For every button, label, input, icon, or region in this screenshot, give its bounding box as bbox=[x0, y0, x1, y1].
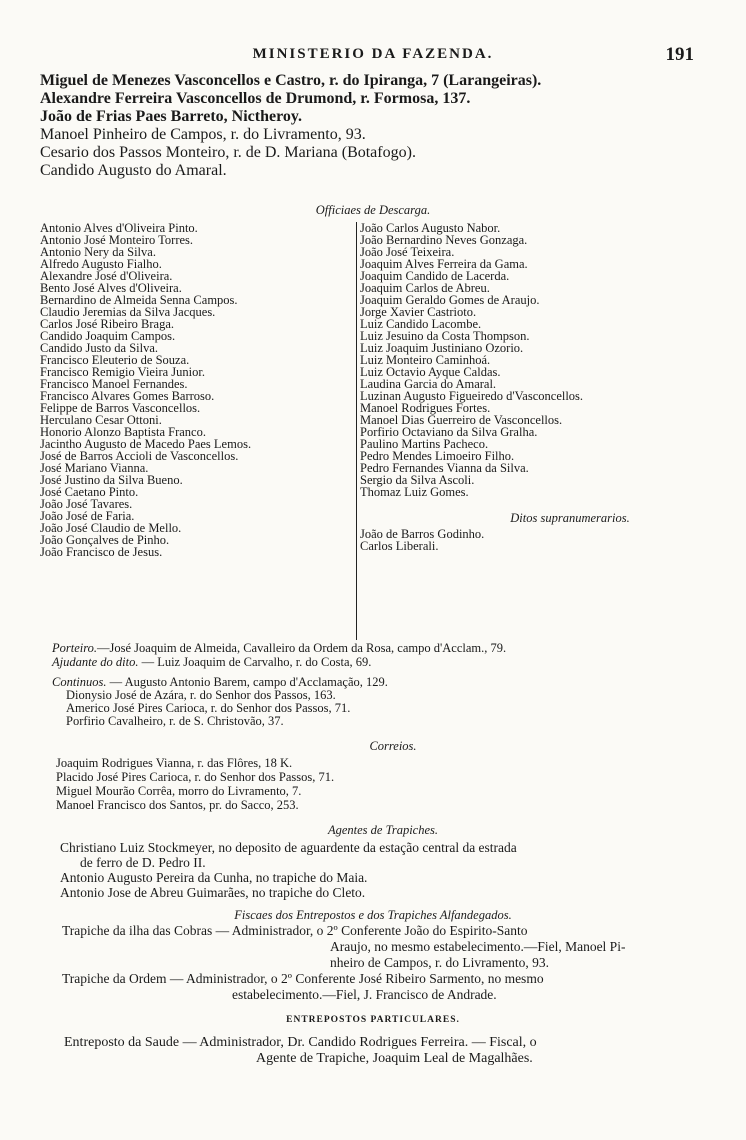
list-item: estabelecimento.—Fiel, J. Francisco de Andrade. bbox=[232, 987, 497, 1002]
list-item: José Caetano Pinto. bbox=[40, 485, 139, 499]
list-item: Entreposto da Saude — Administrador, Dr. Candido Rodrigues Ferreira. — Fiscal, o bbox=[64, 1035, 537, 1050]
page-title: MINISTERIO DA FAZENDA. bbox=[252, 46, 494, 62]
list-item: João de Frias Paes Barreto, Nictheroy. bbox=[40, 108, 303, 125]
list-item: João José de Faria. bbox=[40, 509, 135, 523]
section-heading-correios: Correios. bbox=[369, 739, 417, 753]
list-item: Joaquim Rodrigues Vianna, r. das Flôres, 18 K. bbox=[56, 756, 293, 770]
list-item: Miguel de Menezes Vasconcellos e Castro, r. do Ipiranga, 7 (Larangeiras). bbox=[40, 72, 542, 89]
list-item: Americo José Pires Carioca, r. do Senhor dos Passos, 71. bbox=[66, 701, 351, 715]
list-item: Candido Augusto do Amaral. bbox=[40, 162, 227, 179]
list-item: Felippe de Barros Vasconcellos. bbox=[40, 401, 201, 415]
top-name-list bbox=[40, 72, 720, 180]
descarga-left-column bbox=[40, 222, 352, 558]
list-item: Honorio Alonzo Baptista Franco. bbox=[40, 425, 206, 439]
list-item: Trapiche da ilha das Cobras — Administrador, o 2º Conferente João do Espirito-Santo bbox=[62, 923, 528, 938]
page-number: 191 bbox=[665, 44, 694, 65]
list-item: Sergio da Silva Ascoli. bbox=[360, 473, 475, 487]
list-item: Agente de Trapiche, Joaquim Leal de Magalhães. bbox=[256, 1051, 533, 1066]
list-item: Bento José Alves d'Oliveira. bbox=[40, 281, 182, 295]
list-item: Antonio Jose de Abreu Guimarães, no trapiche do Cleto. bbox=[60, 885, 366, 900]
list-item: Francisco Alvares Gomes Barroso. bbox=[40, 389, 215, 403]
list-item: João José Teixeira. bbox=[360, 245, 455, 259]
list-item: Alfredo Augusto Fialho. bbox=[40, 257, 162, 271]
list-item: Candido Justo da Silva. bbox=[40, 341, 159, 355]
list-item: Joaquim Geraldo Gomes de Araujo. bbox=[360, 293, 540, 307]
list-item: Joaquim Carlos de Abreu. bbox=[360, 281, 490, 295]
list-item: Herculano Cesar Ottoni. bbox=[40, 413, 162, 427]
list-item: Manoel Pinheiro de Campos, r. do Livramento, 93. bbox=[40, 126, 366, 143]
list-item: José Mariano Vianna. bbox=[40, 461, 149, 475]
continuos-first: — Augusto Antonio Barem, campo d'Acclamação, 129. bbox=[106, 675, 388, 689]
list-item: Joaquim Alves Ferreira da Gama. bbox=[360, 257, 528, 271]
list-item: Araujo, no mesmo estabelecimento.—Fiel, Manoel Pi- bbox=[330, 939, 626, 954]
porteiro-label: Porteiro. bbox=[52, 641, 98, 655]
list-item: Jorge Xavier Castrioto. bbox=[360, 305, 477, 319]
list-item: Luiz Jesuino da Costa Thompson. bbox=[360, 329, 530, 343]
list-item: Antonio Nery da Silva. bbox=[40, 245, 156, 259]
list-item: Christiano Luiz Stockmeyer, no deposito de aguardente da estação central da estrada bbox=[60, 840, 517, 855]
list-item: Francisco Manoel Fernandes. bbox=[40, 377, 188, 391]
supranumerarios-heading: Ditos supranumerarios. bbox=[510, 511, 630, 525]
section-heading-fiscaes: Fiscaes dos Entrepostos e dos Trapiches Alfandegados. bbox=[234, 908, 512, 922]
list-item: Bernardino de Almeida Senna Campos. bbox=[40, 293, 238, 307]
section-heading-trapiches: Agentes de Trapiches. bbox=[327, 823, 439, 837]
list-item: Dionysio José de Azára, r. do Senhor dos Passos, 163. bbox=[66, 688, 336, 702]
ajudante-line bbox=[52, 656, 371, 668]
list-item: Antonio José Monteiro Torres. bbox=[40, 233, 194, 247]
list-item: Pedro Mendes Limoeiro Filho. bbox=[360, 449, 515, 463]
list-item: Antonio Augusto Pereira da Cunha, no trapiche do Maia. bbox=[60, 870, 368, 885]
list-item: Jacintho Augusto de Macedo Paes Lemos. bbox=[40, 437, 252, 451]
list-item: João Bernardino Neves Gonzaga. bbox=[360, 233, 528, 247]
continuos-line bbox=[52, 676, 388, 688]
continuos-label: Continuos. bbox=[52, 675, 107, 689]
list-item: nheiro de Campos, r. do Livramento, 93. bbox=[330, 955, 549, 970]
list-item: José Justino da Silva Bueno. bbox=[40, 473, 183, 487]
list-item: Carlos José Ribeiro Braga. bbox=[40, 317, 175, 331]
list-item: Trapiche da Ordem — Administrador, o 2º Conferente José Ribeiro Sarmento, no mesmo bbox=[62, 971, 544, 986]
list-item: José de Barros Accioli de Vasconcellos. bbox=[40, 449, 239, 463]
list-item: Placido José Pires Carioca, r. do Senhor dos Passos, 71. bbox=[56, 770, 335, 784]
list-item: Paulino Martins Pacheco. bbox=[360, 437, 489, 451]
list-item: Candido Joaquim Campos. bbox=[40, 329, 176, 343]
ajudante-label: Ajudante do dito. bbox=[52, 655, 139, 669]
list-item: Miguel Mourão Corrêa, morro do Livramento, 7. bbox=[56, 784, 302, 798]
list-item: Francisco Remigio Vieira Junior. bbox=[40, 365, 205, 379]
list-item: João de Barros Godinho. bbox=[360, 527, 485, 541]
list-item: Thomaz Luiz Gomes. bbox=[360, 485, 469, 499]
list-item: Manoel Rodrigues Fortes. bbox=[360, 401, 491, 415]
ajudante-text: — Luiz Joaquim de Carvalho, r. do Costa, 69. bbox=[138, 655, 372, 669]
list-item: Manoel Francisco dos Santos, pr. do Sacco, 253. bbox=[56, 798, 299, 812]
list-item: Alexandre Ferreira Vasconcellos de Drumond, r. Formosa, 137. bbox=[40, 90, 471, 107]
list-item: Alexandre José d'Oliveira. bbox=[40, 269, 173, 283]
list-item: João Francisco de Jesus. bbox=[40, 545, 163, 559]
list-item: Laudina Garcia do Amaral. bbox=[360, 377, 497, 391]
list-item: Manoel Dias Guerreiro de Vasconcellos. bbox=[360, 413, 563, 427]
list-item: de ferro de D. Pedro II. bbox=[80, 855, 206, 870]
section-heading-particulares: ENTREPOSTOS PARTICULARES. bbox=[286, 1015, 460, 1025]
list-item: Antonio Alves d'Oliveira Pinto. bbox=[40, 221, 198, 235]
list-item: Luzinan Augusto Figueiredo d'Vasconcellos. bbox=[360, 389, 584, 403]
porteiro-line bbox=[52, 642, 506, 654]
list-item: João Gonçalves de Pinho. bbox=[40, 533, 170, 547]
list-item: Carlos Liberali. bbox=[360, 539, 439, 553]
list-item: Luiz Joaquim Justiniano Ozorio. bbox=[360, 341, 524, 355]
list-item: Joaquim Candido de Lacerda. bbox=[360, 269, 510, 283]
list-item: Claudio Jeremias da Silva Jacques. bbox=[40, 305, 216, 319]
list-item: Luiz Candido Lacombe. bbox=[360, 317, 482, 331]
list-item: Cesario dos Passos Monteiro, r. de D. Mariana (Botafogo). bbox=[40, 144, 416, 161]
list-item: João José Claudio de Mello. bbox=[40, 521, 182, 535]
list-item: Pedro Fernandes Vianna da Silva. bbox=[360, 461, 529, 475]
porteiro-text: —José Joaquim de Almeida, Cavalleiro da Ordem da Rosa, campo d'Acclam., 79. bbox=[97, 641, 507, 655]
column-divider bbox=[356, 222, 357, 640]
list-item: Luiz Octavio Ayque Caldas. bbox=[360, 365, 501, 379]
list-item: Luiz Monteiro Caminhoá. bbox=[360, 353, 491, 367]
list-item: Porfirio Cavalheiro, r. de S. Christovão, 37. bbox=[66, 714, 284, 728]
descarga-right-column bbox=[360, 222, 710, 552]
list-item: Francisco Eleuterio de Souza. bbox=[40, 353, 190, 367]
list-item: João Carlos Augusto Nabor. bbox=[360, 221, 501, 235]
section-heading-descarga: Officiaes de Descarga. bbox=[315, 203, 431, 217]
list-item: Porfirio Octaviano da Silva Gralha. bbox=[360, 425, 538, 439]
page-header bbox=[0, 44, 746, 66]
list-item: João José Tavares. bbox=[40, 497, 133, 511]
